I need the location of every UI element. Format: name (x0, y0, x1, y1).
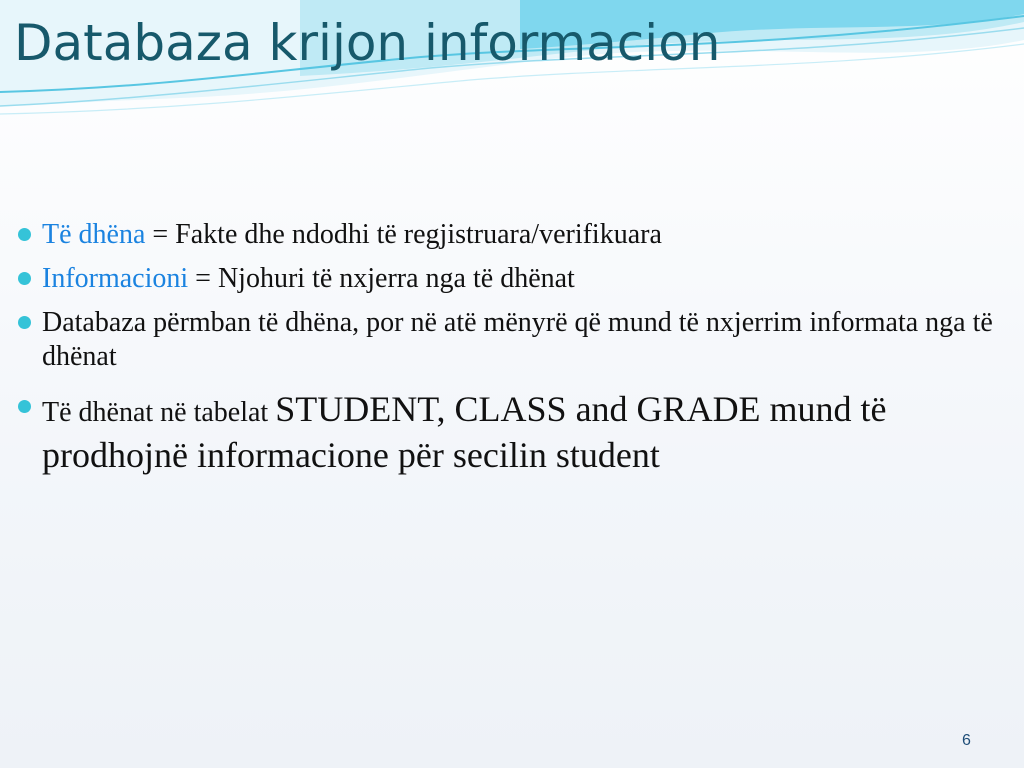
term-informacioni: Informacioni (42, 263, 189, 294)
bullet-item-te-dhena (14, 218, 1004, 252)
term-te-dhena: Të dhëna (42, 219, 146, 250)
slide-title: Databaza krijon informacion (14, 14, 721, 72)
bullet-item-databaza (14, 306, 1004, 374)
bullet-dot-icon (18, 316, 31, 329)
bullet-prefix: Të dhënat në tabelat (42, 397, 276, 428)
bullet-text-definition: = Fakte dhe ndodhi të regjistruara/verifikuara (145, 219, 662, 250)
bullet-text-tables: STUDENT, CLASS and GRADE mund të prodhojnë informacione për secilin student (42, 389, 887, 475)
bullet-text: Databaza përmban të dhëna, por në atë mënyrë që mund të nxjerrim informata nga të dhënat (42, 307, 993, 372)
bullet-text-definition: = Njohuri të nxjerra nga të dhënat (188, 263, 575, 294)
bullet-list (14, 218, 1004, 490)
bullet-dot-icon (18, 272, 31, 285)
bullet-dot-icon (18, 400, 31, 413)
page-number: 6 (962, 732, 971, 749)
bullet-item-informacioni (14, 262, 1004, 296)
bullet-item-tabelat (14, 388, 1004, 480)
bullet-dot-icon (18, 228, 31, 241)
